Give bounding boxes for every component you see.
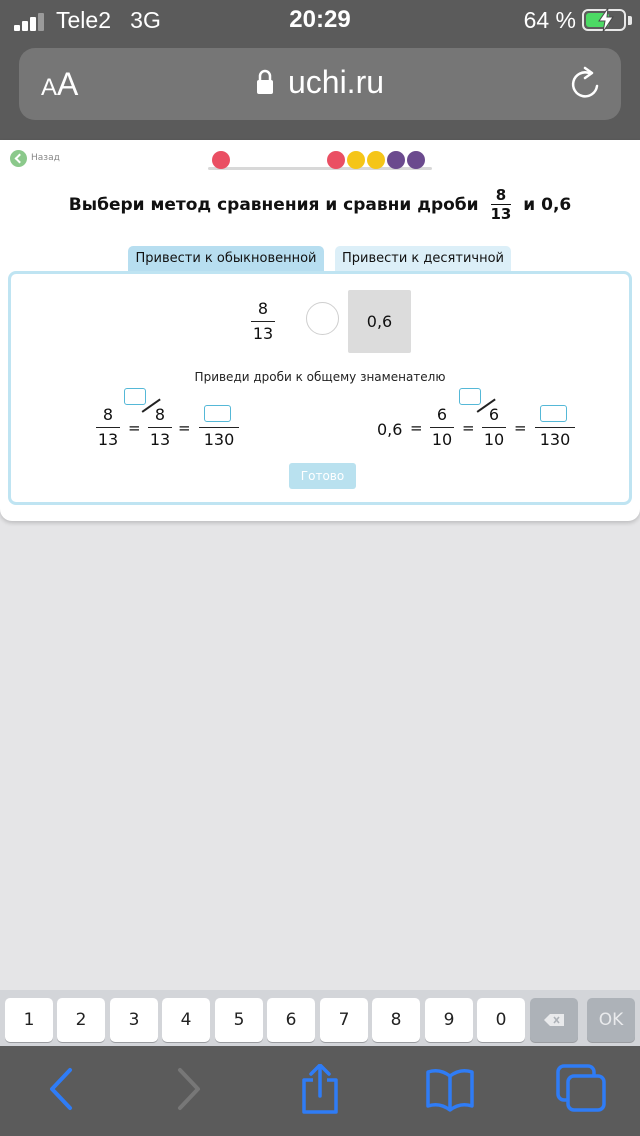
tabs-icon[interactable] — [550, 1064, 610, 1114]
right-numerator-input[interactable] — [540, 405, 567, 422]
key-0[interactable]: 0 — [477, 998, 525, 1042]
instruction-text: Приведи дроби к общему знаменателю — [194, 370, 446, 384]
ok-key[interactable]: OK — [587, 998, 635, 1042]
back-label: Назад — [31, 153, 60, 163]
right-multiplier-input[interactable] — [459, 388, 481, 405]
back-link[interactable] — [10, 149, 60, 167]
key-1[interactable]: 1 — [5, 998, 53, 1042]
battery-percent: 64 % — [523, 7, 576, 33]
right-result-fraction: 130 — [535, 405, 575, 450]
network-label: 3G — [130, 7, 161, 33]
left-result-fraction: 130 — [199, 405, 239, 450]
address-bar[interactable] — [19, 48, 621, 120]
key-5[interactable]: 5 — [215, 998, 263, 1042]
numeric-keyboard — [0, 990, 640, 1046]
backspace-icon — [544, 1014, 564, 1026]
decimal-value: 0,6 — [377, 420, 403, 439]
tab-common-fraction[interactable]: Привести к обыкновенной — [128, 246, 324, 272]
key-6[interactable]: 6 — [267, 998, 315, 1042]
compare-right-decimal: 0,6 — [348, 290, 411, 353]
right-fraction: 6 10 — [431, 405, 453, 449]
progress-dot — [407, 151, 425, 169]
left-fraction: 8 13 — [97, 405, 119, 449]
progress-dot — [367, 151, 385, 169]
bookmarks-icon[interactable] — [420, 1064, 480, 1114]
status-bar — [0, 0, 640, 40]
text-size-button[interactable]: AA — [41, 66, 79, 102]
equals-sign: = — [462, 419, 475, 437]
equals-sign: = — [514, 419, 527, 437]
tab-decimal-fraction[interactable]: Привести к десятичной — [335, 246, 511, 272]
lock-icon — [256, 69, 274, 95]
task-card — [0, 140, 640, 521]
equals-sign: = — [410, 419, 423, 437]
progress-dot — [212, 151, 230, 169]
back-chevron-icon — [10, 150, 27, 167]
left-multiplier-input[interactable] — [124, 388, 146, 405]
progress-dot — [387, 151, 405, 169]
key-2[interactable]: 2 — [57, 998, 105, 1042]
battery-nub — [628, 16, 632, 25]
charging-bolt-icon — [596, 8, 616, 32]
compare-left-fraction: 8 13 — [252, 299, 274, 343]
key-8[interactable]: 8 — [372, 998, 420, 1042]
browser-address-area — [0, 40, 640, 140]
back-arrow-icon[interactable] — [30, 1064, 90, 1114]
reload-icon[interactable] — [567, 66, 603, 102]
key-7[interactable]: 7 — [320, 998, 368, 1042]
forward-arrow-icon[interactable] — [160, 1064, 220, 1114]
key-9[interactable]: 9 — [425, 998, 473, 1042]
url-text: uchi.ru — [287, 64, 385, 100]
comparison-sign-slot[interactable] — [306, 302, 339, 335]
clock: 20:29 — [289, 6, 351, 33]
key-4[interactable]: 4 — [162, 998, 210, 1042]
progress-dot — [347, 151, 365, 169]
url-field[interactable] — [19, 64, 621, 101]
left-numerator-input[interactable] — [204, 405, 231, 422]
task-title: Выбери метод сравнения и сравни дроби $\frac{8}{13}$ и 0,6 — [68, 186, 572, 223]
progress-dot — [327, 151, 345, 169]
work-panel — [8, 271, 632, 505]
carrier-label: Tele2 3G — [56, 7, 161, 33]
share-icon[interactable] — [290, 1064, 350, 1114]
right-fraction-2: 6 10 — [483, 405, 505, 449]
left-fraction-2: 8 13 — [149, 405, 171, 449]
key-3[interactable]: 3 — [110, 998, 158, 1042]
title-fraction: $\frac{8}{13}$ — [490, 186, 512, 223]
browser-toolbar — [0, 1046, 640, 1136]
done-button[interactable]: Готово — [289, 463, 356, 489]
backspace-key[interactable] — [530, 998, 578, 1042]
equals-sign: = — [178, 419, 191, 437]
equals-sign: = — [128, 419, 141, 437]
